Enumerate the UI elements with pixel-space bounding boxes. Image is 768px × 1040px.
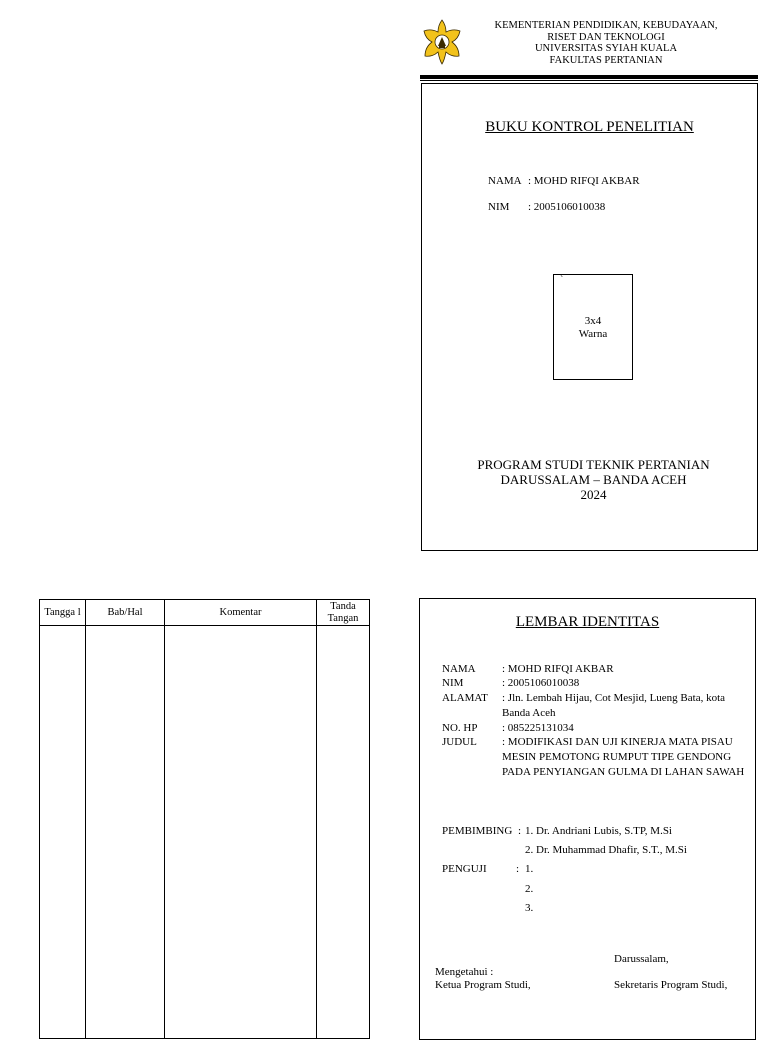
identity-address-line-1: : Jln. Lembah Hijau, Cot Mesjid, Lueng Bata, kota: [502, 692, 726, 704]
secretary-title: Sekretaris Program Studi,: [614, 979, 728, 991]
identity-nim-label: NIM: [442, 677, 464, 689]
col-header-comment: Komentar: [165, 600, 317, 626]
place-date: Darussalam,: [614, 953, 669, 965]
col-header-date: Tangga l: [40, 600, 86, 626]
cover-nim-value: : 2005106010038: [528, 201, 606, 213]
identity-phone-value: : 085225131034: [502, 722, 574, 734]
supervisor-2: 2. Dr. Muhammad Dhafir, S.T., M.Si: [525, 844, 687, 856]
identity-name-label: NAMA: [442, 663, 476, 675]
col-header-signature: Tanda Tangan: [317, 600, 370, 626]
control-table-header-row: [40, 600, 370, 626]
col-header-chapter: Bab/Hal: [86, 600, 165, 626]
identity-address-line-2: Banda Aceh: [502, 707, 556, 719]
cover-title: BUKU KONTROL PENELITIAN: [485, 119, 694, 135]
examiner-label: PENGUJI: [442, 863, 487, 875]
table-row: [40, 626, 370, 1039]
identity-title: LEMBAR IDENTITAS: [515, 614, 660, 630]
identity-thesis-line-1: : MODIFIKASI DAN UJI KINERJA MATA PISAU: [502, 736, 733, 748]
program-year: 2024: [580, 487, 607, 502]
examiner-1: 1.: [525, 863, 534, 875]
photo-size-label: 3x4: [584, 315, 602, 327]
cover-nim-label: NIM: [488, 201, 510, 213]
cover-name-label: NAMA: [488, 175, 522, 187]
photo-tick-mark: `: [560, 275, 564, 286]
supervisor-colon: :: [518, 825, 522, 837]
institution-line-1: KEMENTERIAN PENDIDIKAN, KEBUDAYAAN,: [494, 20, 718, 31]
identity-address-label: ALAMAT: [442, 692, 488, 704]
acknowledged-label: Mengetahui :: [435, 966, 494, 978]
header-rule-thick: [420, 75, 758, 79]
photo-placeholder: [553, 274, 633, 380]
program-line-2: DARUSSALAM – BANDA ACEH: [500, 472, 687, 487]
table-cell: [165, 626, 317, 1039]
examiner-2: 2.: [525, 883, 534, 895]
university-emblem-icon: [419, 18, 465, 66]
table-cell: [86, 626, 165, 1039]
photo-color-label: Warna: [578, 328, 608, 340]
program-line-1: PROGRAM STUDI TEKNIK PERTANIAN: [477, 457, 710, 472]
examiner-colon: :: [516, 863, 520, 875]
table-cell: [40, 626, 86, 1039]
control-table: [39, 599, 370, 1039]
cover-name-value: : MOHD RIFQI AKBAR: [528, 175, 640, 187]
header-rule-thin: [420, 80, 758, 81]
identity-phone-label: NO. HP: [442, 722, 478, 734]
head-of-program-title: Ketua Program Studi,: [435, 979, 531, 991]
identity-name-value: : MOHD RIFQI AKBAR: [502, 663, 614, 675]
identity-thesis-label: JUDUL: [442, 736, 477, 748]
supervisor-label: PEMBIMBING: [442, 825, 513, 837]
table-cell: [317, 626, 370, 1039]
institution-line-3: UNIVERSITAS SYIAH KUALA: [534, 43, 678, 54]
identity-nim-value: : 2005106010038: [502, 677, 580, 689]
institution-line-2: RISET DAN TEKNOLOGI: [547, 32, 665, 43]
identity-thesis-line-2: MESIN PEMOTONG RUMPUT TIPE GENDONG: [502, 751, 732, 763]
institution-line-4: FAKULTAS PERTANIAN: [549, 55, 663, 66]
supervisor-1: 1. Dr. Andriani Lubis, S.TP, M.Si: [525, 825, 672, 837]
identity-thesis-line-3: PADA PENYIANGAN GULMA DI LAHAN SAWAH: [502, 766, 745, 778]
examiner-3: 3.: [525, 902, 534, 914]
